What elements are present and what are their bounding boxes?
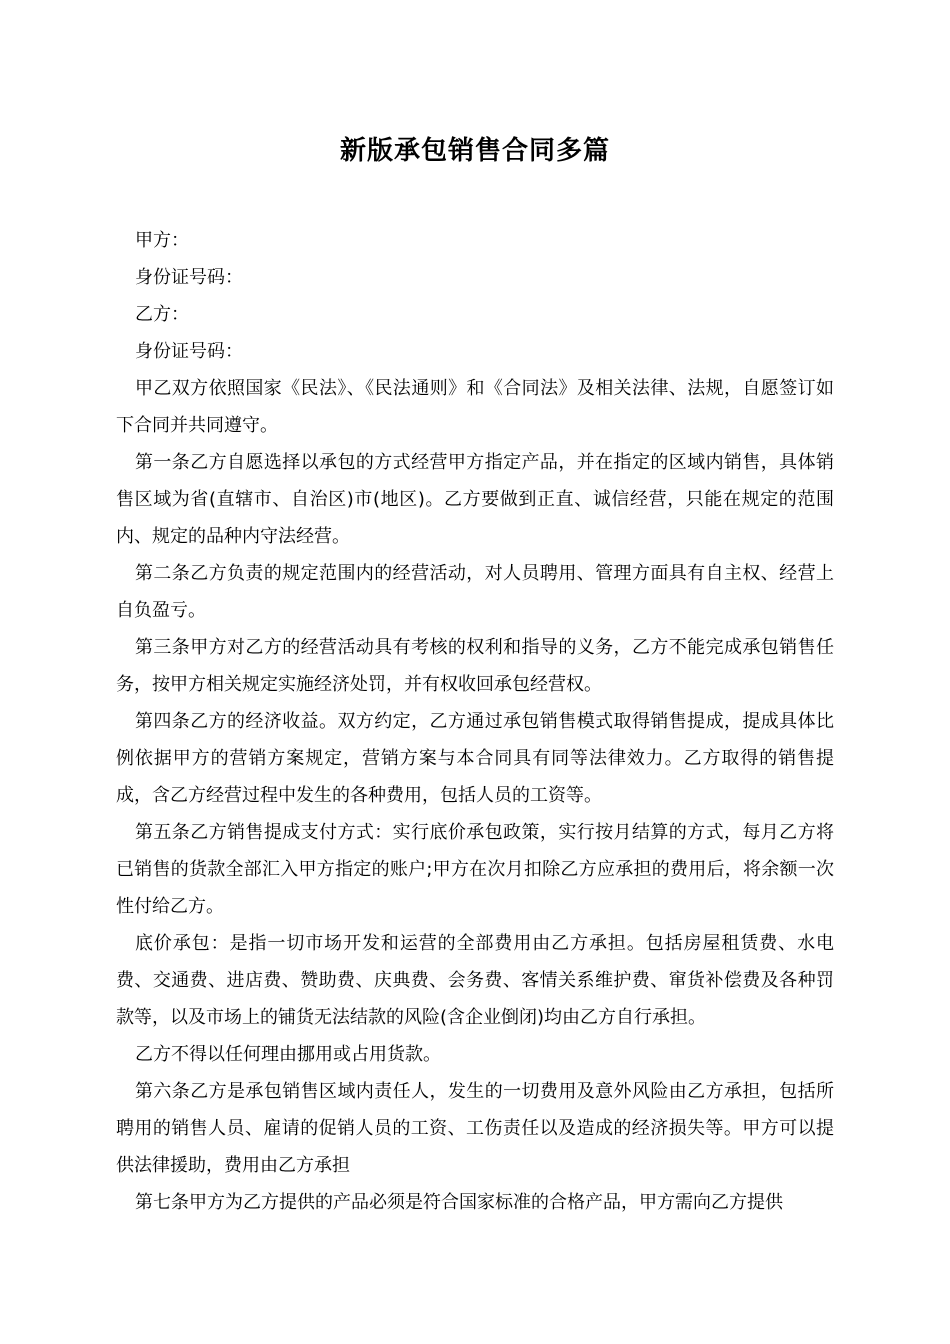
party-b-id-label: 身份证号码： <box>135 341 243 362</box>
article-7-paragraph: 第七条甲方为乙方提供的产品必须是符合国家标准的合格产品，甲方需向乙方提供 <box>135 1192 783 1213</box>
article-6-paragraph: 第六条乙方是承包销售区域内责任人，发生的一切费用及意外风险由乙方承担，包括所聘用的销售人员、雇请的促销人员的工资、工伤责任以及造成的经济损失等。甲方可以提供法律援助，费用由乙方承担 <box>116 1081 834 1176</box>
article-5-paragraph: 第五条乙方销售提成支付方式：实行底价承包政策，实行按月结算的方式，每月乙方将已销售的货款全部汇入甲方指定的账户;甲方在次月扣除乙方应承担的费用后，将余额一次性付给乙方。 <box>116 822 834 917</box>
preamble-paragraph: 甲乙双方依照国家《民法》、《民法通则》和《合同法》及相关法律、法规，自愿签订如下合同并共同遵守。 <box>116 378 834 436</box>
document-body <box>116 222 834 1221</box>
document-title: 新版承包销售合同多篇 <box>339 136 610 166</box>
base-price-contract-paragraph: 底价承包：是指一切市场开发和运营的全部费用由乙方承担。包括房屋租赁费、水电费、交通费、进店费、赞助费、庆典费、会务费、客情关系维护费、窜货补偿费及各种罚款等，以及市场上的铺货无法结款的风险(含企业倒闭)均由乙方自行承担。 <box>116 933 834 1028</box>
party-b-label: 乙方： <box>135 304 189 325</box>
article-2-paragraph: 第二条乙方负责的规定范围内的经营活动，对人员聘用、管理方面具有自主权、经营上自负盈亏。 <box>116 563 834 621</box>
party-a-label: 甲方： <box>135 230 189 251</box>
article-4-paragraph: 第四条乙方的经济收益。双方约定，乙方通过承包销售模式取得销售提成，提成具体比例依据甲方的营销方案规定，营销方案与本合同具有同等法律效力。乙方取得的销售提成，含乙方经营过程中发生的各种费用，包括人员的工资等。 <box>116 711 834 806</box>
party-a-id-label: 身份证号码： <box>135 267 243 288</box>
article-3-paragraph: 第三条甲方对乙方的经营活动具有考核的权利和指导的义务，乙方不能完成承包销售任务，按甲方相关规定实施经济处罚，并有权收回承包经营权。 <box>116 637 834 695</box>
payment-misuse-paragraph: 乙方不得以任何理由挪用或占用货款。 <box>135 1044 441 1065</box>
article-1-paragraph: 第一条乙方自愿选择以承包的方式经营甲方指定产品，并在指定的区域内销售，具体销售区域为省(直辖市、自治区)市(地区)。乙方要做到正直、诚信经营，只能在规定的范围内、规定的品种内守法经营。 <box>116 452 834 547</box>
